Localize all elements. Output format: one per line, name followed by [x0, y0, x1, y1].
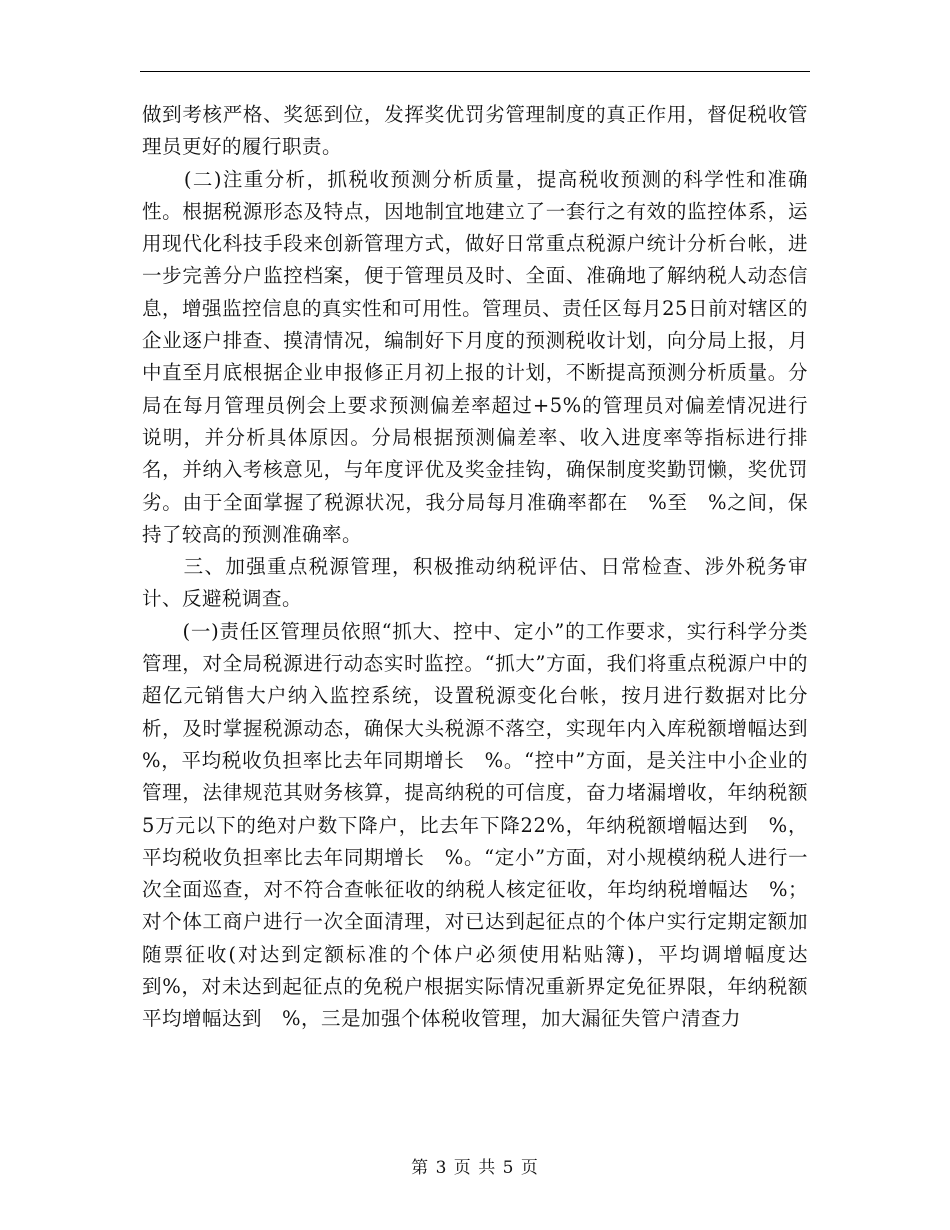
paragraph-section-three-heading: 三、加强重点税源管理，积极推动纳税评估、日常检查、涉外税务审计、反避税调查。	[142, 555, 808, 611]
paragraph-source-management: (一)责任区管理员依照“抓大、控中、定小”的工作要求，实行科学分类管理，对全局税源进行动态实时监控。“抓大”方面，我们将重点税源户中的超亿元销售大户纳入监控系统，设置税源变化台帐，按月进行数据对比分析，及时掌握税源动态，确保大头税源不落空，实现年内入库税额增幅达到 %，平均税收负担率比去年同期增长 %。“控中”方面，是关注中小企业的管理，法律规范其财务核算，提高纳税的可信度，奋力堵漏增收，年纳税额5万元以下的绝对户数下降户，比去年下降22%，年纳税额增幅达到 %，平均税收负担率比去年同期增长 %。“定小”方面，对小规模纳税人进行一次全面巡查，对不符合查帐征收的纳税人核定征收，年均纳税增幅达 %；对个体工商户进行一次全面清理，对已达到起征点的个体户实行定期定额加随票征收(对达到定额标准的个体户必须使用粘贴簿)，平均调增幅度达到%，对未达到起征点的免税户根据实际情况重新界定免征界限，年纳税额平均增幅达到 %，三是加强个体税收管理，加大漏征失管户清查力	[142, 619, 829, 1031]
body-text	[142, 99, 829, 1036]
paragraph-continuation: 做到考核严格、奖惩到位，发挥奖优罚劣管理制度的真正作用，督促税收管理员更好的履行职责。	[142, 103, 808, 159]
page-footer: 第 3 页 共 5 页	[411, 1158, 539, 1178]
header-rule	[140, 71, 810, 72]
paragraph-forecast-analysis: (二)注重分析，抓税收预测分析质量，提高税收预测的科学性和准确性。根据税源形态及特点，因地制宜地建立了一套行之有效的监控体系，运用现代化科技手段来创新管理方式，做好日常重点税源户统计分析台帐，进一步完善分户监控档案，便于管理员及时、全面、准确地了解纳税人动态信息，增强监控信息的真实性和可用性。管理员、责任区每月25日前对辖区的企业逐户排查、摸清情况，编制好下月度的预测税收计划，向分局上报，月中直至月底根据企业申报修正月初上报的计划，不断提高预测分析质量。分局在每月管理员例会上要求预测偏差率超过+5%的管理员对偏差情况进行说明，并分析具体原因。分局根据预测偏差率、收入进度率等指标进行排名，并纳入考核意见，与年度评优及奖金挂钩，确保制度奖勤罚懒，奖优罚劣。由于全面掌握了税源状况，我分局每月准确率都在 %至 %之间，保持了较高的预测准确率。	[142, 167, 808, 546]
